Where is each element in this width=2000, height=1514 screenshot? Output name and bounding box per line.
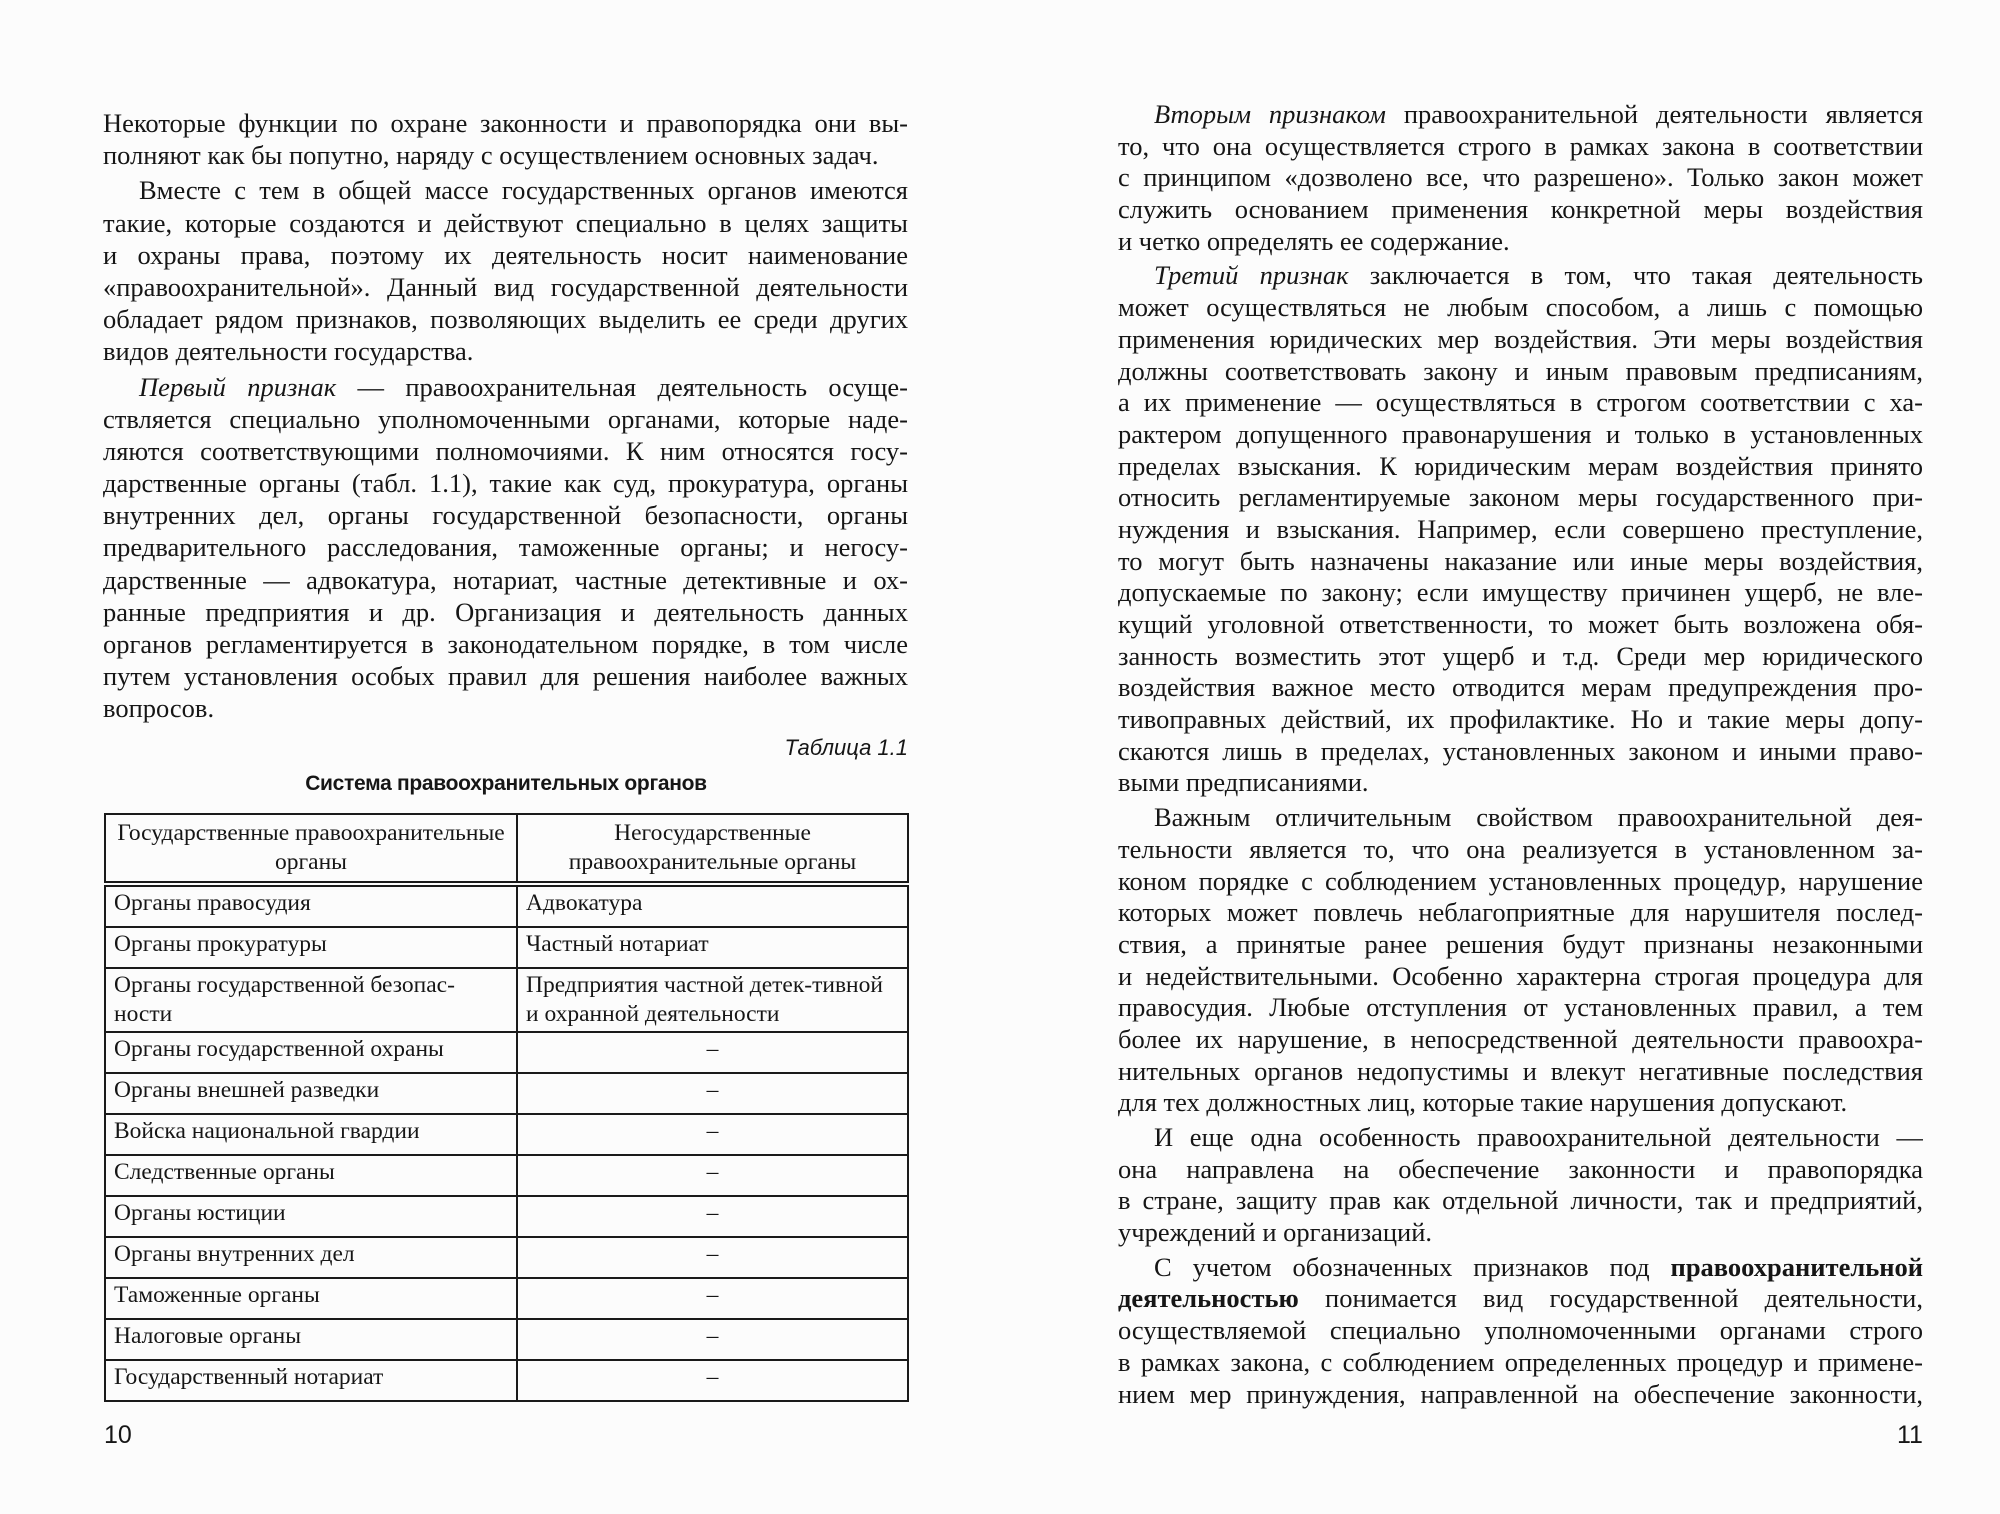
text-run: выми предписаниями. [1118,767,1369,798]
paragraph [103,107,908,171]
text-line [1118,672,1923,704]
text-line [103,628,908,660]
text-run: с принципом «дозволено все, что разрешено». Только закон может [1118,162,1923,193]
text-run: кущий уголовной ответственности, то может быть возложена обя- [1118,609,1923,639]
non-state-body-cell: – [517,1114,908,1155]
non-state-body-cell: – [517,1155,908,1196]
non-state-body-cell: – [517,1360,908,1401]
text-line [1118,482,1923,514]
table-row [105,1319,908,1360]
text-run: полняют как бы попутно, наряду с осуществлением основных задач. [103,140,879,171]
text-run: видов деятельности государства. [103,336,474,367]
text-run: предварительного расследования, таможенные органы; и негосу- [103,532,908,563]
text-run: а их применение — осуществляться в строгом соответствии с ха- [1118,387,1923,418]
text-run: нуждения и взыскания. Например, если совершено преступление, [1118,513,1923,544]
non-state-body-cell: – [517,1319,908,1360]
paragraph [1118,802,1923,1119]
italic-term: Первый признак [139,371,337,402]
text-run: такие, которые создаются и действуют специально в целях защиты [103,207,908,238]
text-run: органов регламентируется в законодательном порядке, в том числе [103,629,908,659]
table-row [105,1073,908,1114]
state-body-cell: Органы государственной безопас-ности [105,968,517,1032]
state-body-cell: Налоговые органы [105,1319,517,1360]
text-run: и охраны права, поэтому их деятельность носит наименование [103,239,908,270]
non-state-body-cell: – [517,1196,908,1237]
text-run: применения юридических мер воздействия. Эти меры воздействия [1118,323,1923,354]
table-row [105,1278,908,1319]
text-line [103,531,908,563]
non-state-body-cell: – [517,1278,908,1319]
text-line [103,303,908,335]
non-state-body-cell: – [517,1237,908,1278]
text-run: И еще одна особенность правоохранительной деятельности — [1154,1122,1923,1152]
text-line [1118,641,1923,673]
text-line [1118,1056,1923,1088]
text-line [1118,802,1923,834]
text-run: в стране, защиту прав как отдельной личности, так и предприятий, [1118,1185,1923,1216]
text-line [1118,1283,1923,1315]
text-line [1118,577,1923,609]
text-run: которых может повлечь неблагоприятные для нарушителя послед- [1118,897,1923,928]
table-row [105,968,908,1032]
text-run: нием мер принуждения, направленной на обеспечение законности, [1118,1378,1923,1409]
state-body-cell: Органы юстиции [105,1196,517,1237]
text-run: то могут быть назначены наказание или иные меры воздействия, [1118,545,1923,576]
text-line [1118,1252,1923,1284]
page-number: 11 [1897,1421,1923,1449]
table-row [105,1196,908,1237]
text-run: ляются соответствующими полномочиями. К ним относятся госу- [103,435,908,466]
text-run: то, что она осуществляется строго в рамках закона в соответствии [1118,130,1923,161]
text-run: ранные предприятия и др. Организация и деятельность данных [103,596,908,627]
table-label: Таблица 1.1 [784,735,908,760]
text-line [103,692,908,724]
italic-term: Третий признак [1154,260,1349,291]
text-line [1118,1087,1923,1119]
text-run: должны соответствовать закону и иным правовым предписаниям, [1118,355,1923,386]
text-line [1118,260,1923,292]
text-line [103,403,908,435]
paragraph [1118,1252,1923,1410]
text-line [1118,834,1923,866]
text-run: нительных органов недопустимы и влекут негативные последствия [1118,1055,1923,1086]
text-line [103,174,908,206]
text-run: ствляется специально уполномоченными органами, которые наде- [103,403,908,434]
text-line [1118,451,1923,483]
text-run: понимается вид государственной деятельности, [1298,1283,1923,1314]
non-state-body-cell: Частный нотариат [517,927,908,968]
text-line [1118,1217,1923,1249]
text-run: ствия, а принятые ранее решения будут признаны незаконными [1118,928,1923,959]
bold-term: правоохранительной [1670,1251,1923,1282]
text-line [103,564,908,596]
text-line [1118,1379,1923,1411]
text-line [1118,992,1923,1024]
text-line [1118,866,1923,898]
text-run: обладает рядом признаков, позволяющих выделить ее среди других [103,304,908,335]
text-line [1118,929,1923,961]
text-run: дарственные — адвокатура, нотариат, частные детективные и ох- [103,564,908,595]
text-run: и четко определять ее содержание. [1118,225,1510,256]
text-line [1118,356,1923,388]
table-row [105,1114,908,1155]
text-line [103,139,908,171]
text-line [1118,546,1923,578]
text-line [1118,162,1923,194]
non-state-body-cell: Предприятия частной детек-тивной и охранной деятельности [517,968,908,1032]
paragraph [1118,260,1923,799]
text-line [1118,1154,1923,1186]
text-line [1118,387,1923,419]
text-line [103,207,908,239]
state-body-cell: Органы прокуратуры [105,927,517,968]
text-run: воздействия важное место отводится мерам предупреждения про- [1118,672,1923,703]
text-run: тельности является то, что она реализуется в установленном за- [1118,833,1923,864]
text-line [1118,99,1923,131]
text-line [1118,961,1923,993]
text-run: правосудия. Любые отступления от установленных правил, а тем [1118,992,1923,1023]
law-enforcement-bodies-table [104,813,909,1402]
text-line [103,596,908,628]
text-run: она направлена на обеспечение законности и правопорядка [1118,1153,1923,1184]
text-run: Некоторые функции по охране законности и правопорядка они вы- [103,108,908,138]
text-run: тивоправных действий, их профилактике. Но и такие меры допу- [1118,704,1923,735]
text-line [1118,419,1923,451]
text-run: заключается в том, что такая деятельность [1348,260,1923,291]
table-row [105,1237,908,1278]
text-run: в рамках закона, с соблюдением определенных процедур и примене- [1118,1346,1923,1377]
text-line [1118,1315,1923,1347]
paragraph [1118,99,1923,257]
table-row [105,1155,908,1196]
text-run: служить основанием применения конкретной меры воздействия [1118,194,1923,225]
text-line [1118,897,1923,929]
table-header-row [105,814,908,884]
text-line [1118,1024,1923,1056]
text-run: вопросов. [103,693,215,724]
text-line [1118,194,1923,226]
text-line [1118,704,1923,736]
text-run: может осуществляться не любым способом, а лишь с помощью [1118,292,1923,323]
text-run: — правоохранительная деятельность осуще- [336,371,908,402]
text-line [1118,609,1923,641]
text-run: более их нарушение, в непосредственной деятельности правоохра- [1118,1023,1923,1054]
text-line [1118,226,1923,258]
page-number: 10 [104,1421,132,1449]
text-line [1118,1185,1923,1217]
paragraph [1118,1122,1923,1249]
text-line [103,435,908,467]
table-row [105,1032,908,1073]
table-title: Система правоохранительных органов [305,772,707,795]
text-line [103,239,908,271]
text-run: «правоохранительной». Данный вид государственной деятельности [103,271,908,302]
text-run: правоохранительной деятельности является [1385,99,1923,129]
text-run: допускаемые по закону; если имуществу причинен ущерб, не вле- [1118,577,1923,608]
text-line [103,335,908,367]
text-line [1118,131,1923,163]
state-body-cell: Войска национальной гвардии [105,1114,517,1155]
text-line [103,271,908,303]
text-run: относить регламентируемые законом меры государственного при- [1118,482,1923,513]
bold-term: деятельностью [1118,1283,1299,1314]
non-state-body-cell: – [517,1073,908,1114]
header-state-bodies: Государственные правоохранительные органы [105,814,517,884]
text-run: осуществляемой специально уполномоченными органами строго [1118,1315,1923,1346]
text-line [103,499,908,531]
text-run: коном порядке с соблюдением установленных процедур, нарушение [1118,865,1923,896]
table-row [105,927,908,968]
text-run: рактером допущенного правонарушения и только в установленных [1118,418,1923,449]
non-state-body-cell: Адвокатура [517,884,908,927]
text-run: пределах взыскания. К юридическим мерам воздействия принято [1118,450,1923,481]
text-run: скаются лишь в пределах, установленных законом и иными право- [1118,735,1923,766]
left-page-body-text [103,107,908,728]
text-line [1118,514,1923,546]
state-body-cell: Органы государственной охраны [105,1032,517,1073]
right-page-body-text [1118,99,1923,1413]
header-non-state-bodies: Негосударственные правоохранительные органы [517,814,908,884]
text-run: дарственные органы (табл. 1.1), такие как суд, прокуратура, органы [103,468,908,499]
text-run: С учетом обозначенных признаков под [1154,1251,1671,1282]
text-run: Важным отличительным свойством правоохранительной дея- [1154,802,1923,833]
table-row [105,884,908,927]
text-run: учреждений и организаций. [1118,1217,1433,1248]
paragraph [103,371,908,725]
text-line [103,467,908,499]
state-body-cell: Таможенные органы [105,1278,517,1319]
state-body-cell: Органы внутренних дел [105,1237,517,1278]
text-line [1118,292,1923,324]
text-line [1118,1347,1923,1379]
paragraph [103,174,908,367]
text-run: внутренних дел, органы государственной безопасности, органы [103,500,908,531]
text-line [1118,767,1923,799]
text-run: и недействительными. Особенно характерна строгая процедура для [1118,960,1923,991]
state-body-cell: Государственный нотариат [105,1360,517,1401]
text-run: для тех должностных лиц, которые такие нарушения допускают. [1118,1087,1848,1118]
state-body-cell: Органы внешней разведки [105,1073,517,1114]
text-line [103,371,908,403]
text-line [103,107,908,139]
text-run: занность возместить этот ущерб и т.д. Среди мер юридического [1118,640,1923,671]
state-body-cell: Органы правосудия [105,884,517,927]
non-state-body-cell: – [517,1032,908,1073]
text-line [1118,324,1923,356]
text-line [103,660,908,692]
state-body-cell: Следственные органы [105,1155,517,1196]
italic-term: Вторым признаком [1154,99,1386,129]
text-run: Вместе с тем в общей массе государственных органов имеются [139,175,908,206]
text-run: путем установления особых правил для решения наиболее важных [103,661,908,692]
table-row [105,1360,908,1401]
text-line [1118,1122,1923,1154]
text-line [1118,736,1923,768]
